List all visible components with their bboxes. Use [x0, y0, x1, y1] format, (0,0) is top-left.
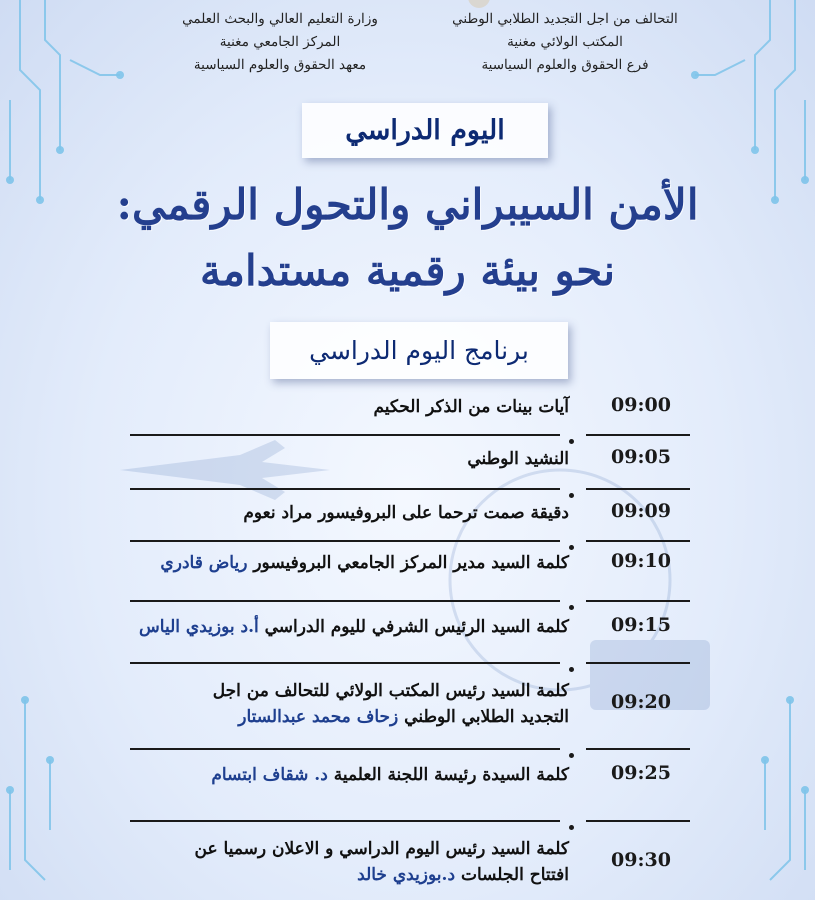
header-line: معهد الحقوق والعلوم السياسية	[193, 57, 367, 73]
logo	[468, 0, 490, 8]
speaker-name: د. شقاف ابتسام	[211, 765, 334, 785]
speaker-name: زحاف محمد عبدالستار	[238, 707, 405, 727]
header-line: المركز الجامعي مغنية	[219, 34, 341, 50]
row-divider	[586, 488, 690, 490]
schedule-time: 09:10	[611, 550, 671, 572]
schedule	[0, 390, 815, 900]
schedule-time: 09:00	[611, 394, 671, 416]
bullet-dot	[569, 825, 574, 830]
header-line: وزارة التعليم العالي والبحث العلمي	[182, 11, 378, 27]
program-banner: برنامج اليوم الدراسي	[270, 322, 568, 379]
schedule-item-text: كلمة السيد مدير المركز الجامعي البروفيسور	[253, 553, 569, 573]
row-divider	[586, 600, 690, 602]
header-line: المكتب الولائي مغنية	[507, 34, 623, 50]
schedule-item-text: التجديد الطلابي الوطني	[404, 707, 569, 727]
schedule-item-line	[49, 500, 569, 526]
row-divider	[586, 434, 690, 436]
schedule-item	[49, 394, 569, 420]
row-divider	[130, 434, 560, 436]
schedule-item	[49, 836, 569, 888]
schedule-item-line	[49, 762, 569, 788]
schedule-item-text: كلمة السيدة رئيسة اللجنة العلمية	[333, 765, 569, 785]
speaker-name: رياض قادري	[160, 553, 254, 573]
schedule-time: 09:20	[611, 691, 671, 713]
bullet-dot	[569, 605, 574, 610]
schedule-item-text: كلمة السيد الرئيس الشرفي لليوم الدراسي	[264, 617, 569, 637]
schedule-item-line	[49, 678, 569, 704]
row-divider	[130, 820, 560, 822]
schedule-item-text: كلمة السيد رئيس المكتب الولائي للتحالف من اجل	[212, 681, 569, 701]
schedule-item-line	[49, 550, 569, 576]
bullet-dot	[569, 439, 574, 444]
row-divider	[130, 662, 560, 664]
schedule-item-line	[49, 862, 569, 888]
schedule-time: 09:15	[611, 614, 671, 636]
bullet-dot	[569, 753, 574, 758]
main-title-line-1: الأمن السيبراني والتحول الرقمي:	[116, 180, 699, 229]
schedule-item-text: دقيقة صمت ترحما على البروفيسور مراد نعوم	[243, 503, 569, 523]
schedule-item	[49, 500, 569, 526]
speaker-name: د.بوزيدي خالد	[357, 865, 461, 885]
schedule-item	[49, 550, 569, 576]
schedule-item	[49, 446, 569, 472]
header-line: فرع الحقوق والعلوم السياسية	[481, 57, 649, 73]
schedule-time: 09:25	[611, 762, 671, 784]
schedule-item-line	[49, 446, 569, 472]
row-divider	[586, 540, 690, 542]
schedule-item-text: آيات بينات من الذكر الحكيم	[373, 397, 569, 417]
row-divider	[586, 820, 690, 822]
schedule-item-line	[49, 394, 569, 420]
schedule-time: 09:30	[611, 849, 671, 871]
schedule-time: 09:05	[611, 446, 671, 468]
header-alliance	[430, 8, 700, 77]
schedule-item	[49, 762, 569, 788]
schedule-item	[49, 614, 569, 640]
header-line: التحالف من اجل التجديد الطلابي الوطني	[452, 11, 678, 27]
row-divider	[130, 540, 560, 542]
row-divider	[586, 748, 690, 750]
row-divider	[586, 662, 690, 664]
main-title-line-2: نحو بيئة رقمية مستدامة	[199, 246, 616, 295]
bullet-dot	[569, 545, 574, 550]
schedule-time: 09:09	[611, 500, 671, 522]
study-day-banner: اليوم الدراسي	[302, 103, 548, 158]
schedule-item-text: كلمة السيد رئيس اليوم الدراسي و الاعلان رسميا عن	[194, 839, 569, 859]
schedule-item-line	[49, 614, 569, 640]
schedule-item-text: النشيد الوطني	[467, 449, 569, 469]
speaker-name: أ.د بوزيدي الياس	[139, 617, 265, 637]
row-divider	[130, 748, 560, 750]
bullet-dot	[569, 667, 574, 672]
header-ministry	[160, 8, 400, 77]
bullet-dot	[569, 493, 574, 498]
schedule-item-line	[49, 704, 569, 730]
row-divider	[130, 488, 560, 490]
schedule-item-line	[49, 836, 569, 862]
schedule-item	[49, 678, 569, 730]
schedule-item-text: افتتاح الجلسات	[460, 865, 569, 885]
row-divider	[130, 600, 560, 602]
